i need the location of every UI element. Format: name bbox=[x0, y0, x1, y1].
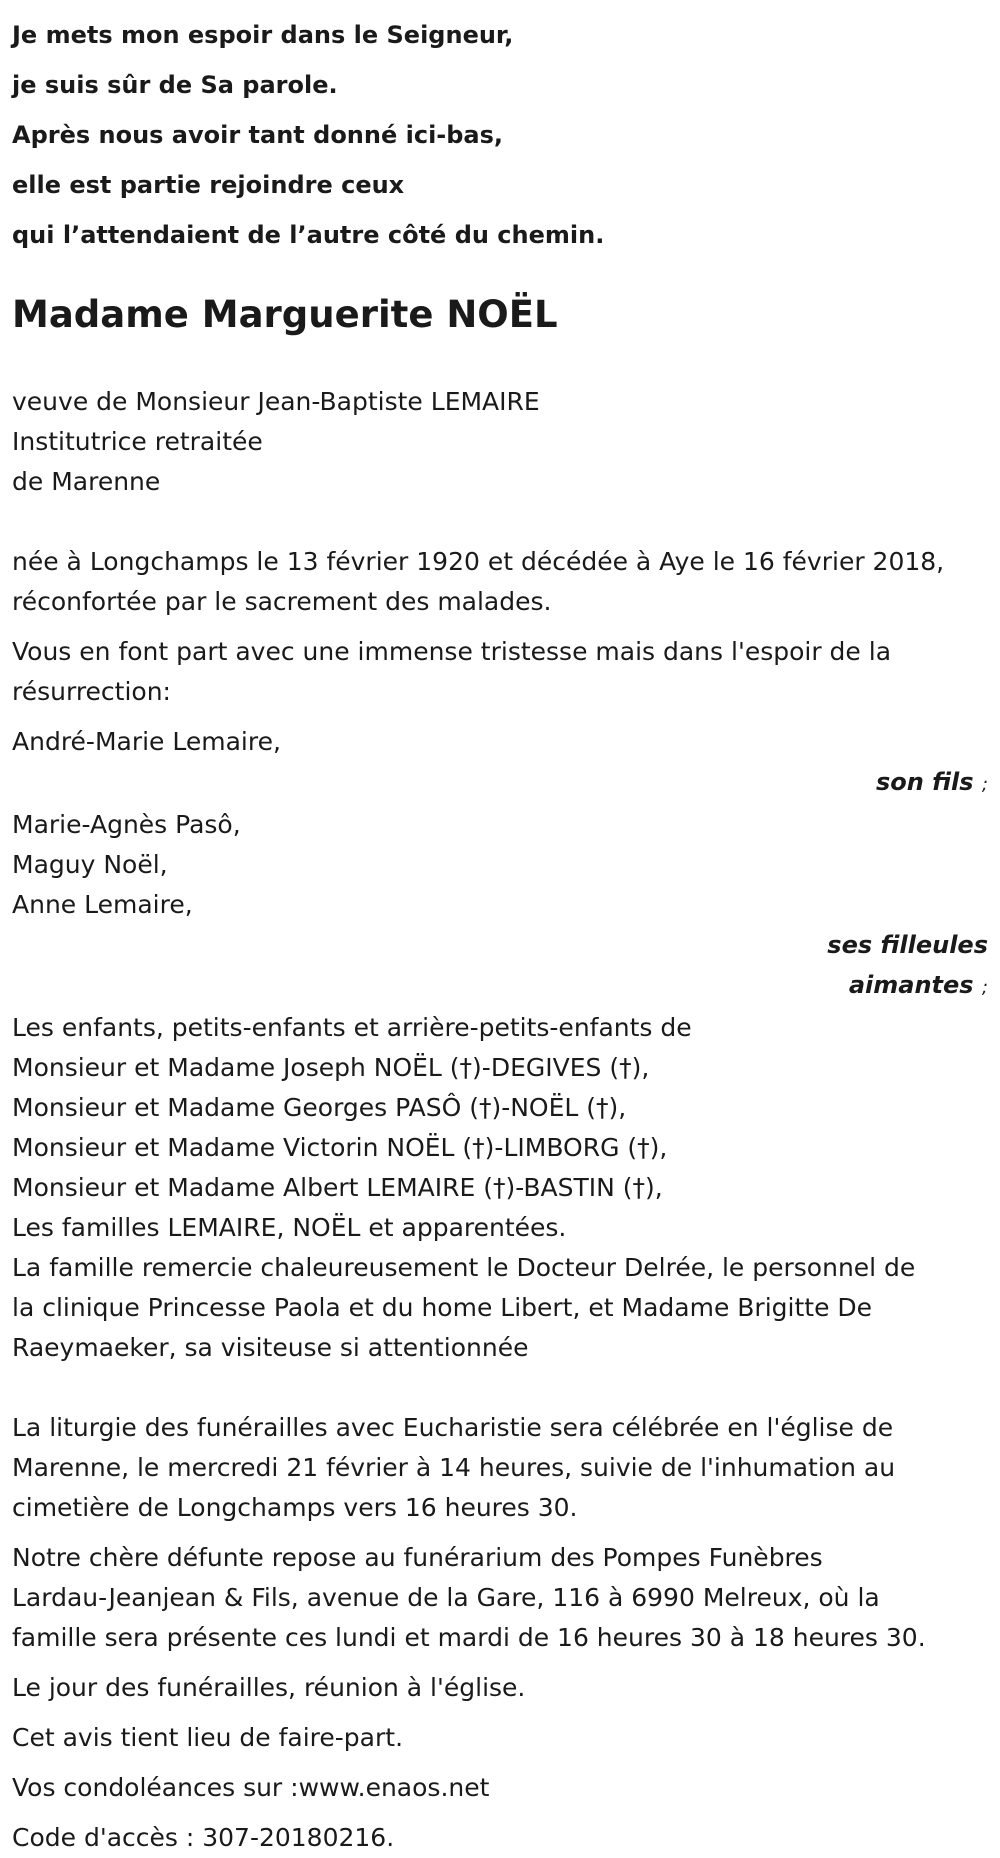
widow-of: veuve de Monsieur Jean-Baptiste LEMAIRE bbox=[12, 387, 540, 416]
thanks-line: la clinique Princesse Paola et du home Libert, et Madame Brigitte De bbox=[12, 1293, 873, 1322]
announcement bbox=[12, 632, 988, 712]
birth-death-line: réconfortée par le sacrement des malades. bbox=[12, 587, 552, 616]
verse-line: qui l’attendaient de l’autre côté du chemin. bbox=[12, 221, 605, 249]
announcement-line: résurrection: bbox=[12, 677, 171, 706]
deceased-identity bbox=[12, 382, 988, 502]
reunion-note: Le jour des funérailles, réunion à l'église. bbox=[12, 1673, 526, 1702]
mourner-name: André-Marie Lemaire, bbox=[12, 727, 281, 756]
verse-line: elle est partie rejoindre ceux bbox=[12, 171, 405, 199]
birth-death-line: née à Longchamps le 13 février 1920 et décédée à Aye le 16 février 2018, bbox=[12, 547, 945, 576]
announcement-line: Vous en font part avec une immense tristesse mais dans l'espoir de la bbox=[12, 637, 892, 666]
family-line: Les familles LEMAIRE, NOËL et apparentées. bbox=[12, 1213, 567, 1242]
birth-death bbox=[12, 542, 988, 622]
family-line: Monsieur et Madame Georges PASÔ (†)-NOËL (†), bbox=[12, 1093, 627, 1122]
role-label: son fils bbox=[875, 768, 974, 796]
verse bbox=[12, 10, 988, 260]
family-line: Monsieur et Madame Albert LEMAIRE (†)-BASTIN (†), bbox=[12, 1173, 663, 1202]
role-son bbox=[12, 762, 988, 805]
liturgy-line: Marenne, le mercredi 21 février à 14 heures, suivie de l'inhumation au bbox=[12, 1453, 896, 1482]
notice-note: Cet avis tient lieu de faire-part. bbox=[12, 1723, 404, 1752]
verse-line: je suis sûr de Sa parole. bbox=[12, 71, 338, 99]
liturgy-line: La liturgie des funérailles avec Eucharistie sera célébrée en l'église de bbox=[12, 1413, 894, 1442]
profession: Institutrice retraitée bbox=[12, 427, 263, 456]
mourner-name: Marie-Agnès Pasô, bbox=[12, 810, 241, 839]
role-separator: ; bbox=[981, 774, 988, 795]
verse-line: Après nous avoir tant donné ici-bas, bbox=[12, 121, 504, 149]
mourner-son bbox=[12, 722, 988, 762]
reposes-line: Lardau-Jeanjean & Fils, avenue de la Gare, 116 à 6990 Melreux, où la bbox=[12, 1583, 880, 1612]
liturgy bbox=[12, 1408, 988, 1528]
verse-line: Je mets mon espoir dans le Seigneur, bbox=[12, 21, 514, 49]
thanks-line: Raeymaeker, sa visiteuse si attentionnée bbox=[12, 1333, 529, 1362]
thanks-line: La famille remercie chaleureusement le Docteur Delrée, le personnel de bbox=[12, 1253, 916, 1282]
access-code: Code d'accès : 307-20180216. bbox=[12, 1823, 395, 1852]
mourner-name: Anne Lemaire, bbox=[12, 890, 193, 919]
families bbox=[12, 1008, 988, 1248]
deceased-name: Madame Marguerite NOËL bbox=[12, 293, 558, 336]
mourner-name: Maguy Noël, bbox=[12, 850, 168, 879]
liturgy-line: cimetière de Longchamps vers 16 heures 30. bbox=[12, 1493, 578, 1522]
family-line: Les enfants, petits-enfants et arrière-petits-enfants de bbox=[12, 1013, 692, 1042]
reposes-line: famille sera présente ces lundi et mardi de 16 heures 30 à 18 heures 30. bbox=[12, 1623, 926, 1652]
obituary-page bbox=[0, 10, 1000, 1852]
role-goddaughters bbox=[12, 925, 988, 1008]
reposes-line: Notre chère défunte repose au funérarium des Pompes Funèbres bbox=[12, 1543, 823, 1572]
role-label: ses filleules bbox=[827, 931, 988, 959]
condolences-note: Vos condoléances sur :www.enaos.net bbox=[12, 1773, 490, 1802]
role-label: aimantes bbox=[848, 971, 974, 999]
residence: de Marenne bbox=[12, 467, 161, 496]
family-line: Monsieur et Madame Joseph NOËL (†)-DEGIVES (†), bbox=[12, 1053, 650, 1082]
reposes bbox=[12, 1538, 988, 1658]
thanks bbox=[12, 1248, 988, 1368]
family-line: Monsieur et Madame Victorin NOËL (†)-LIMBORG (†), bbox=[12, 1133, 668, 1162]
role-separator: ; bbox=[981, 977, 988, 998]
mourner-goddaughters bbox=[12, 805, 988, 925]
